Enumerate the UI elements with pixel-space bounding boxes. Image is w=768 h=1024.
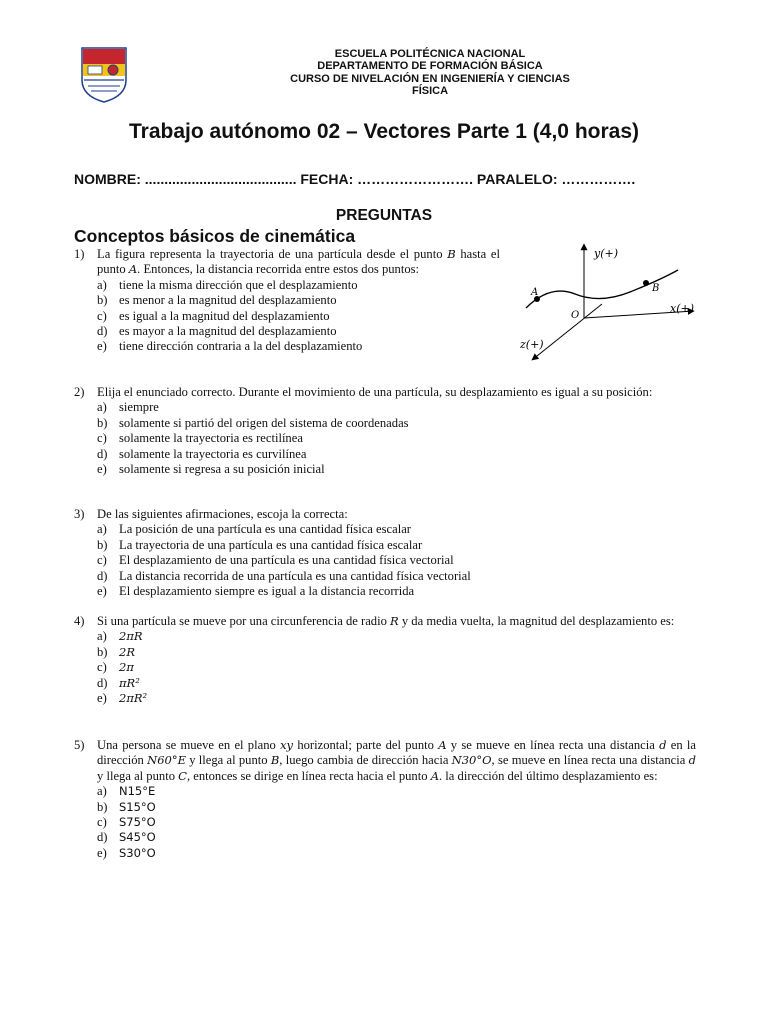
- question-2: [74, 385, 696, 477]
- question-text: Elija el enunciado correcto. Durante el movimiento de una partícula, su desplazamiento es igual a su posición:: [97, 385, 653, 399]
- option: b) solamente si partió del origen del sistema de coordenadas: [97, 415, 409, 430]
- point-b-marker: [643, 280, 649, 286]
- question-number: 3): [74, 507, 85, 521]
- option: a) tiene la misma dirección que el desplazamiento: [97, 277, 358, 292]
- question-1: [74, 247, 500, 355]
- option: e) solamente si regresa a su posición inicial: [97, 462, 325, 477]
- z-axis: [532, 304, 602, 360]
- options-list: [97, 522, 696, 599]
- option: c) es igual a la magnitud del desplazamiento: [97, 308, 330, 323]
- option: e) S30°O: [97, 845, 156, 860]
- point-a-label: A: [531, 287, 539, 298]
- institution-header: [150, 48, 710, 98]
- option: d) πR²: [97, 675, 140, 690]
- institution-line: ESCUELA POLITÉCNICA NACIONAL: [334, 48, 526, 60]
- option: b) es menor a la magnitud del desplazamiento: [97, 293, 337, 308]
- option: d) es mayor a la magnitud del desplazamiento: [97, 324, 337, 339]
- institution-line: FÍSICA: [411, 85, 449, 98]
- option: e) El desplazamiento siempre es igual a la distancia recorrida: [97, 584, 415, 599]
- institution-line: CURSO DE NIVELACIÓN EN INGENIERÍA Y CIENCIAS: [290, 72, 570, 85]
- options-list: [97, 629, 696, 706]
- option: b) S15°O: [97, 799, 156, 814]
- question-3: [74, 507, 696, 599]
- option: e) tiene dirección contraria a la del desplazamiento: [97, 339, 363, 354]
- question-5: [74, 738, 696, 861]
- option: d) solamente la trayectoria es curvilínea: [97, 446, 307, 461]
- document-title: Trabajo autónomo 02 – Vectores Parte 1 (4,0 horas): [128, 120, 640, 143]
- option: a) La posición de una partícula es una cantidad física escalar: [97, 522, 411, 537]
- question-number: 2): [74, 385, 85, 399]
- option: e) 2πR²: [97, 691, 148, 706]
- institution-line: DEPARTAMENTO DE FORMACIÓN BÁSICA: [317, 60, 543, 73]
- epn-logo: [80, 46, 128, 104]
- question-number: 4): [74, 614, 85, 628]
- question-text: Una persona se mueve en el plano xy horizontal; parte del punto A y se mueve en línea recta una distancia d en la dirección N60°E y llega al punto B, luego cambia de dirección hacia N30°O, se mueve en línea recta una distancia d y llega al punto C, entonces se dirige en línea recta hacia el punto A. la dirección del último desplazamiento es:: [97, 738, 697, 783]
- point-b-label: B: [652, 283, 660, 294]
- question-text: De las siguientes afirmaciones, escoja la correcta:: [97, 507, 348, 521]
- questions-heading: PREGUNTAS: [335, 207, 433, 224]
- option: a) siempre: [97, 400, 159, 415]
- z-axis-label: z(+): [520, 338, 544, 351]
- options-list: [97, 400, 696, 477]
- x-axis-label: x(+): [670, 302, 695, 315]
- trajectory-diagram: [510, 238, 700, 373]
- option: c) 2π: [97, 660, 134, 675]
- question-4: [74, 614, 696, 706]
- question-number: 1): [74, 247, 85, 261]
- question-number: 5): [74, 738, 85, 752]
- option: b) 2R: [97, 644, 135, 659]
- option: b) La trayectoria de una partícula es una cantidad física escalar: [97, 537, 423, 552]
- option: c) S75°O: [97, 815, 156, 830]
- option: a) 2πR: [97, 629, 143, 644]
- option: c) El desplazamiento de una partícula es una cantidad física vectorial: [97, 553, 454, 568]
- student-info-line: NOMBRE: ....................................... FECHA: ……………………. PARALELO: …………….: [74, 171, 636, 187]
- options-list: [97, 278, 500, 355]
- option: c) solamente la trayectoria es rectilínea: [97, 431, 303, 446]
- y-axis-label: y(+): [594, 247, 619, 260]
- question-text: La figura representa la trayectoria de una partícula desde el punto B hasta el punto A. Entonces, la distancia recorrida entre estos dos puntos:: [97, 247, 500, 277]
- question-text: Si una partícula se mueve por una circunferencia de radio R y da media vuelta, la magnitud del desplazamiento es:: [97, 614, 675, 628]
- options-list: [97, 784, 696, 861]
- origin-label: O: [571, 310, 580, 321]
- option: a) N15°E: [97, 784, 156, 799]
- section-title: Conceptos básicos de cinemática: [74, 226, 356, 246]
- option: d) La distancia recorrida de una partícula es una cantidad física vectorial: [97, 568, 471, 583]
- option: d) S45°O: [97, 830, 156, 845]
